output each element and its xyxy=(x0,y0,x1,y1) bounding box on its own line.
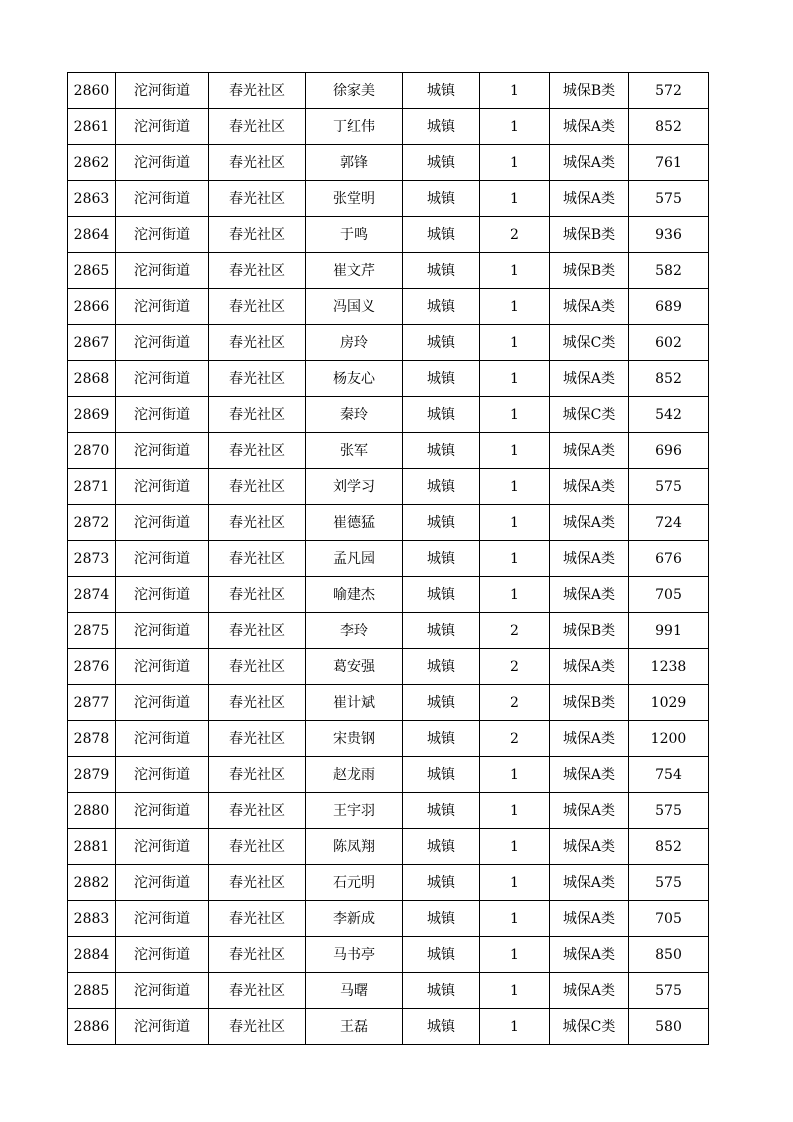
person-name-cell: 张军 xyxy=(306,433,403,469)
street-cell: 沱河街道 xyxy=(116,253,209,289)
street-cell: 沱河街道 xyxy=(116,721,209,757)
serial-number-cell: 2876 xyxy=(68,649,116,685)
household-type-cell: 城镇 xyxy=(403,325,480,361)
amount-cell: 1200 xyxy=(629,721,709,757)
street-cell: 沱河街道 xyxy=(116,181,209,217)
community-cell: 春光社区 xyxy=(209,505,306,541)
street-cell: 沱河街道 xyxy=(116,289,209,325)
record-table xyxy=(67,72,709,1045)
community-cell: 春光社区 xyxy=(209,793,306,829)
street-cell: 沱河街道 xyxy=(116,433,209,469)
insurance-category-cell: 城保A类 xyxy=(550,505,629,541)
household-type-cell: 城镇 xyxy=(403,649,480,685)
table-row xyxy=(68,829,709,865)
member-count-cell: 2 xyxy=(480,721,550,757)
community-cell: 春光社区 xyxy=(209,361,306,397)
household-type-cell: 城镇 xyxy=(403,433,480,469)
member-count-cell: 1 xyxy=(480,937,550,973)
community-cell: 春光社区 xyxy=(209,1009,306,1045)
serial-number-cell: 2861 xyxy=(68,109,116,145)
table-row xyxy=(68,397,709,433)
serial-number-cell: 2866 xyxy=(68,289,116,325)
table-row xyxy=(68,73,709,109)
street-cell: 沱河街道 xyxy=(116,757,209,793)
amount-cell: 724 xyxy=(629,505,709,541)
person-name-cell: 王磊 xyxy=(306,1009,403,1045)
person-name-cell: 崔文芹 xyxy=(306,253,403,289)
household-type-cell: 城镇 xyxy=(403,505,480,541)
table-row xyxy=(68,649,709,685)
household-type-cell: 城镇 xyxy=(403,253,480,289)
street-cell: 沱河街道 xyxy=(116,685,209,721)
table-row xyxy=(68,937,709,973)
person-name-cell: 李新成 xyxy=(306,901,403,937)
street-cell: 沱河街道 xyxy=(116,469,209,505)
person-name-cell: 马书亭 xyxy=(306,937,403,973)
community-cell: 春光社区 xyxy=(209,73,306,109)
table-row xyxy=(68,505,709,541)
table-row xyxy=(68,757,709,793)
household-type-cell: 城镇 xyxy=(403,685,480,721)
amount-cell: 761 xyxy=(629,145,709,181)
person-name-cell: 于鸣 xyxy=(306,217,403,253)
insurance-category-cell: 城保A类 xyxy=(550,973,629,1009)
table-row xyxy=(68,325,709,361)
insurance-category-cell: 城保A类 xyxy=(550,433,629,469)
member-count-cell: 2 xyxy=(480,649,550,685)
person-name-cell: 秦玲 xyxy=(306,397,403,433)
record-table-body xyxy=(68,73,709,1045)
street-cell: 沱河街道 xyxy=(116,901,209,937)
amount-cell: 754 xyxy=(629,757,709,793)
serial-number-cell: 2874 xyxy=(68,577,116,613)
person-name-cell: 张堂明 xyxy=(306,181,403,217)
insurance-category-cell: 城保A类 xyxy=(550,577,629,613)
table-row xyxy=(68,469,709,505)
amount-cell: 676 xyxy=(629,541,709,577)
table-row xyxy=(68,973,709,1009)
member-count-cell: 2 xyxy=(480,613,550,649)
insurance-category-cell: 城保A类 xyxy=(550,289,629,325)
insurance-category-cell: 城保A类 xyxy=(550,145,629,181)
street-cell: 沱河街道 xyxy=(116,577,209,613)
street-cell: 沱河街道 xyxy=(116,361,209,397)
table-row xyxy=(68,865,709,901)
member-count-cell: 1 xyxy=(480,361,550,397)
insurance-category-cell: 城保A类 xyxy=(550,865,629,901)
table-row xyxy=(68,361,709,397)
person-name-cell: 冯国义 xyxy=(306,289,403,325)
member-count-cell: 2 xyxy=(480,217,550,253)
community-cell: 春光社区 xyxy=(209,325,306,361)
street-cell: 沱河街道 xyxy=(116,865,209,901)
insurance-category-cell: 城保A类 xyxy=(550,829,629,865)
street-cell: 沱河街道 xyxy=(116,73,209,109)
serial-number-cell: 2872 xyxy=(68,505,116,541)
insurance-category-cell: 城保A类 xyxy=(550,541,629,577)
member-count-cell: 1 xyxy=(480,469,550,505)
community-cell: 春光社区 xyxy=(209,145,306,181)
serial-number-cell: 2873 xyxy=(68,541,116,577)
street-cell: 沱河街道 xyxy=(116,829,209,865)
person-name-cell: 房玲 xyxy=(306,325,403,361)
street-cell: 沱河街道 xyxy=(116,505,209,541)
person-name-cell: 杨友心 xyxy=(306,361,403,397)
amount-cell: 582 xyxy=(629,253,709,289)
community-cell: 春光社区 xyxy=(209,289,306,325)
household-type-cell: 城镇 xyxy=(403,757,480,793)
street-cell: 沱河街道 xyxy=(116,793,209,829)
serial-number-cell: 2869 xyxy=(68,397,116,433)
person-name-cell: 孟凡园 xyxy=(306,541,403,577)
community-cell: 春光社区 xyxy=(209,829,306,865)
amount-cell: 542 xyxy=(629,397,709,433)
insurance-category-cell: 城保A类 xyxy=(550,109,629,145)
serial-number-cell: 2865 xyxy=(68,253,116,289)
person-name-cell: 宋贵钢 xyxy=(306,721,403,757)
serial-number-cell: 2863 xyxy=(68,181,116,217)
person-name-cell: 崔德猛 xyxy=(306,505,403,541)
amount-cell: 689 xyxy=(629,289,709,325)
record-table-container xyxy=(67,72,709,1045)
street-cell: 沱河街道 xyxy=(116,145,209,181)
community-cell: 春光社区 xyxy=(209,721,306,757)
amount-cell: 575 xyxy=(629,865,709,901)
person-name-cell: 石元明 xyxy=(306,865,403,901)
serial-number-cell: 2879 xyxy=(68,757,116,793)
community-cell: 春光社区 xyxy=(209,757,306,793)
amount-cell: 991 xyxy=(629,613,709,649)
amount-cell: 575 xyxy=(629,793,709,829)
household-type-cell: 城镇 xyxy=(403,865,480,901)
insurance-category-cell: 城保B类 xyxy=(550,685,629,721)
person-name-cell: 丁红伟 xyxy=(306,109,403,145)
amount-cell: 580 xyxy=(629,1009,709,1045)
household-type-cell: 城镇 xyxy=(403,793,480,829)
community-cell: 春光社区 xyxy=(209,865,306,901)
serial-number-cell: 2882 xyxy=(68,865,116,901)
insurance-category-cell: 城保A类 xyxy=(550,649,629,685)
community-cell: 春光社区 xyxy=(209,397,306,433)
street-cell: 沱河街道 xyxy=(116,217,209,253)
street-cell: 沱河街道 xyxy=(116,937,209,973)
member-count-cell: 1 xyxy=(480,109,550,145)
table-row xyxy=(68,109,709,145)
serial-number-cell: 2884 xyxy=(68,937,116,973)
community-cell: 春光社区 xyxy=(209,469,306,505)
street-cell: 沱河街道 xyxy=(116,541,209,577)
household-type-cell: 城镇 xyxy=(403,109,480,145)
household-type-cell: 城镇 xyxy=(403,289,480,325)
serial-number-cell: 2880 xyxy=(68,793,116,829)
member-count-cell: 1 xyxy=(480,1009,550,1045)
member-count-cell: 1 xyxy=(480,145,550,181)
household-type-cell: 城镇 xyxy=(403,145,480,181)
insurance-category-cell: 城保B类 xyxy=(550,613,629,649)
serial-number-cell: 2864 xyxy=(68,217,116,253)
member-count-cell: 1 xyxy=(480,505,550,541)
table-row xyxy=(68,145,709,181)
household-type-cell: 城镇 xyxy=(403,829,480,865)
serial-number-cell: 2868 xyxy=(68,361,116,397)
community-cell: 春光社区 xyxy=(209,433,306,469)
member-count-cell: 1 xyxy=(480,397,550,433)
community-cell: 春光社区 xyxy=(209,541,306,577)
amount-cell: 1238 xyxy=(629,649,709,685)
community-cell: 春光社区 xyxy=(209,613,306,649)
member-count-cell: 1 xyxy=(480,829,550,865)
amount-cell: 852 xyxy=(629,109,709,145)
amount-cell: 705 xyxy=(629,901,709,937)
person-name-cell: 马曙 xyxy=(306,973,403,1009)
amount-cell: 705 xyxy=(629,577,709,613)
member-count-cell: 1 xyxy=(480,793,550,829)
household-type-cell: 城镇 xyxy=(403,73,480,109)
member-count-cell: 2 xyxy=(480,685,550,721)
household-type-cell: 城镇 xyxy=(403,937,480,973)
household-type-cell: 城镇 xyxy=(403,397,480,433)
table-row xyxy=(68,217,709,253)
table-row xyxy=(68,541,709,577)
community-cell: 春光社区 xyxy=(209,901,306,937)
table-row xyxy=(68,1009,709,1045)
street-cell: 沱河街道 xyxy=(116,1009,209,1045)
community-cell: 春光社区 xyxy=(209,109,306,145)
serial-number-cell: 2862 xyxy=(68,145,116,181)
person-name-cell: 陈凤翔 xyxy=(306,829,403,865)
serial-number-cell: 2885 xyxy=(68,973,116,1009)
table-row xyxy=(68,433,709,469)
table-row xyxy=(68,721,709,757)
amount-cell: 696 xyxy=(629,433,709,469)
insurance-category-cell: 城保A类 xyxy=(550,901,629,937)
amount-cell: 850 xyxy=(629,937,709,973)
amount-cell: 602 xyxy=(629,325,709,361)
community-cell: 春光社区 xyxy=(209,649,306,685)
insurance-category-cell: 城保B类 xyxy=(550,253,629,289)
person-name-cell: 郭锋 xyxy=(306,145,403,181)
household-type-cell: 城镇 xyxy=(403,721,480,757)
table-row xyxy=(68,577,709,613)
person-name-cell: 崔计斌 xyxy=(306,685,403,721)
person-name-cell: 喻建杰 xyxy=(306,577,403,613)
amount-cell: 575 xyxy=(629,181,709,217)
person-name-cell: 王宇羽 xyxy=(306,793,403,829)
household-type-cell: 城镇 xyxy=(403,361,480,397)
serial-number-cell: 2867 xyxy=(68,325,116,361)
person-name-cell: 葛安强 xyxy=(306,649,403,685)
table-row xyxy=(68,181,709,217)
household-type-cell: 城镇 xyxy=(403,541,480,577)
serial-number-cell: 2878 xyxy=(68,721,116,757)
amount-cell: 575 xyxy=(629,973,709,1009)
amount-cell: 572 xyxy=(629,73,709,109)
member-count-cell: 1 xyxy=(480,289,550,325)
insurance-category-cell: 城保C类 xyxy=(550,397,629,433)
table-row xyxy=(68,685,709,721)
community-cell: 春光社区 xyxy=(209,253,306,289)
community-cell: 春光社区 xyxy=(209,577,306,613)
household-type-cell: 城镇 xyxy=(403,577,480,613)
street-cell: 沱河街道 xyxy=(116,973,209,1009)
member-count-cell: 1 xyxy=(480,901,550,937)
insurance-category-cell: 城保A类 xyxy=(550,721,629,757)
insurance-category-cell: 城保A类 xyxy=(550,181,629,217)
insurance-category-cell: 城保A类 xyxy=(550,793,629,829)
member-count-cell: 1 xyxy=(480,325,550,361)
household-type-cell: 城镇 xyxy=(403,217,480,253)
insurance-category-cell: 城保B类 xyxy=(550,217,629,253)
member-count-cell: 1 xyxy=(480,433,550,469)
member-count-cell: 1 xyxy=(480,541,550,577)
amount-cell: 852 xyxy=(629,361,709,397)
street-cell: 沱河街道 xyxy=(116,109,209,145)
street-cell: 沱河街道 xyxy=(116,325,209,361)
table-row xyxy=(68,253,709,289)
household-type-cell: 城镇 xyxy=(403,901,480,937)
serial-number-cell: 2883 xyxy=(68,901,116,937)
community-cell: 春光社区 xyxy=(209,181,306,217)
street-cell: 沱河街道 xyxy=(116,397,209,433)
table-row xyxy=(68,613,709,649)
person-name-cell: 徐家美 xyxy=(306,73,403,109)
serial-number-cell: 2871 xyxy=(68,469,116,505)
serial-number-cell: 2875 xyxy=(68,613,116,649)
household-type-cell: 城镇 xyxy=(403,1009,480,1045)
insurance-category-cell: 城保C类 xyxy=(550,325,629,361)
table-row xyxy=(68,793,709,829)
community-cell: 春光社区 xyxy=(209,217,306,253)
community-cell: 春光社区 xyxy=(209,973,306,1009)
serial-number-cell: 2860 xyxy=(68,73,116,109)
person-name-cell: 李玲 xyxy=(306,613,403,649)
serial-number-cell: 2870 xyxy=(68,433,116,469)
member-count-cell: 1 xyxy=(480,865,550,901)
amount-cell: 1029 xyxy=(629,685,709,721)
insurance-category-cell: 城保A类 xyxy=(550,469,629,505)
community-cell: 春光社区 xyxy=(209,937,306,973)
member-count-cell: 1 xyxy=(480,757,550,793)
amount-cell: 575 xyxy=(629,469,709,505)
household-type-cell: 城镇 xyxy=(403,613,480,649)
member-count-cell: 1 xyxy=(480,73,550,109)
amount-cell: 852 xyxy=(629,829,709,865)
member-count-cell: 1 xyxy=(480,577,550,613)
serial-number-cell: 2877 xyxy=(68,685,116,721)
insurance-category-cell: 城保B类 xyxy=(550,73,629,109)
community-cell: 春光社区 xyxy=(209,685,306,721)
member-count-cell: 1 xyxy=(480,181,550,217)
street-cell: 沱河街道 xyxy=(116,613,209,649)
insurance-category-cell: 城保C类 xyxy=(550,1009,629,1045)
household-type-cell: 城镇 xyxy=(403,181,480,217)
street-cell: 沱河街道 xyxy=(116,649,209,685)
person-name-cell: 赵龙雨 xyxy=(306,757,403,793)
insurance-category-cell: 城保A类 xyxy=(550,937,629,973)
table-row xyxy=(68,901,709,937)
member-count-cell: 1 xyxy=(480,973,550,1009)
serial-number-cell: 2881 xyxy=(68,829,116,865)
member-count-cell: 1 xyxy=(480,253,550,289)
insurance-category-cell: 城保A类 xyxy=(550,757,629,793)
serial-number-cell: 2886 xyxy=(68,1009,116,1045)
amount-cell: 936 xyxy=(629,217,709,253)
insurance-category-cell: 城保A类 xyxy=(550,361,629,397)
table-row xyxy=(68,289,709,325)
household-type-cell: 城镇 xyxy=(403,973,480,1009)
household-type-cell: 城镇 xyxy=(403,469,480,505)
person-name-cell: 刘学习 xyxy=(306,469,403,505)
